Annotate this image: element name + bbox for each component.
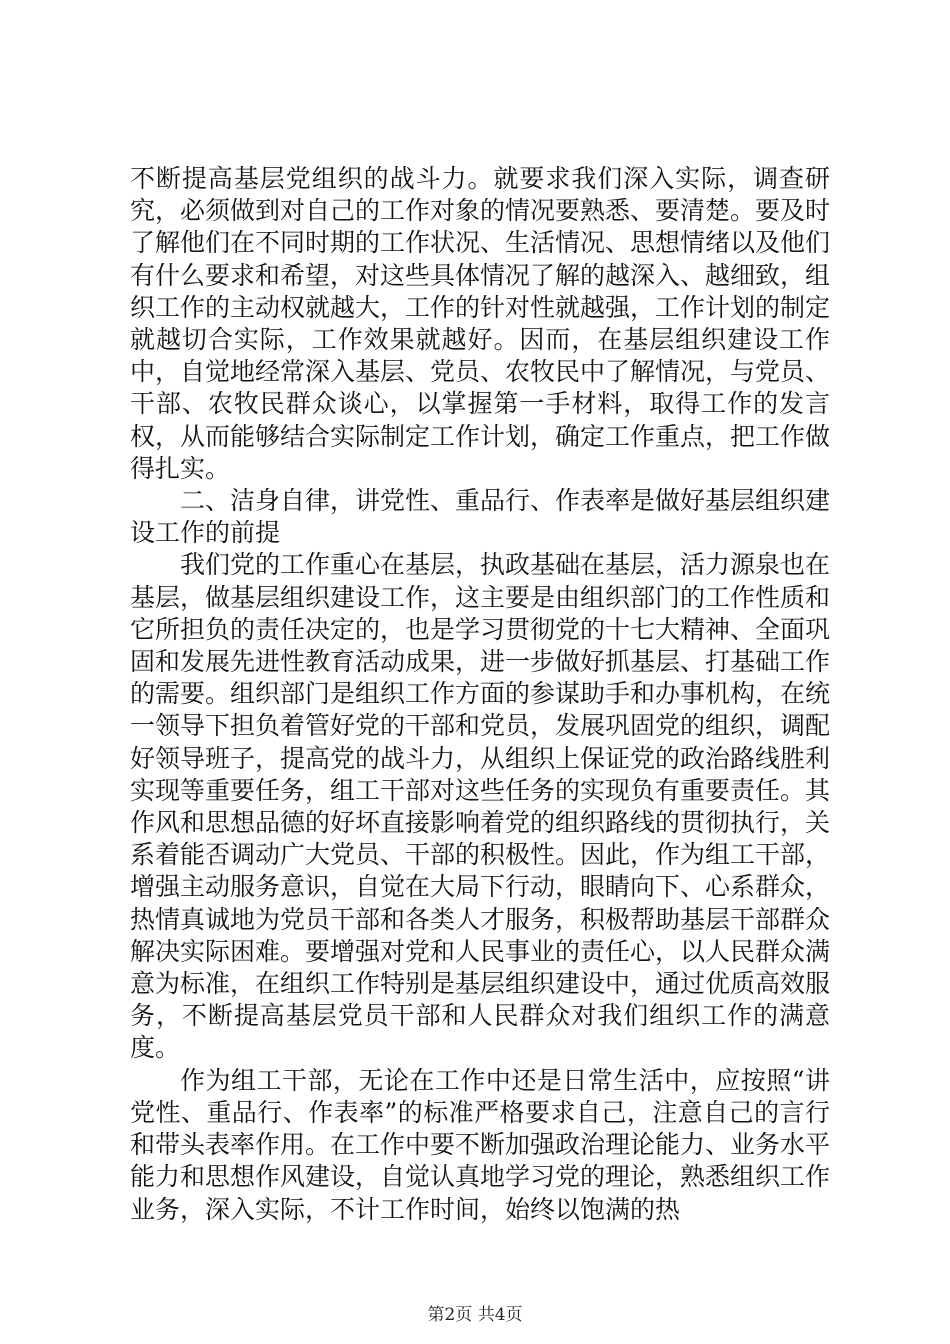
paragraph-2-heading: 二、洁身自律，讲党性、重品行、作表率是做好基层组织建设工作的前提 <box>130 486 831 548</box>
paragraph-3: 我们党的工作重心在基层，执政基础在基层，活力源泉也在基层，做基层组织建设工作，这主要是由组织部门的工作性质和它所担负的责任决定的，也是学习贯彻党的十七大精神、全面巩固和发展先进性教育活动成果，进一步做好抓基层、打基础工作的需要。组织部门是组织工作方面的参谋助手和办事机构，在统一领导下担负着管好党的干部和党员，发展巩固党的组织，调配好领导班子，提高党的战斗力，从组织上保证党的政治路线胜利实现等重要任务，组工干部对这些任务的实现负有重要责任。其作风和思想品德的好坏直接影响着党的组织路线的贯彻执行，关系着能否调动广大党员、干部的积极性。因此，作为组工干部，增强主动服务意识，自觉在大局下行动，眼睛向下、心系群众，热情真诚地为党员干部和各类人才服务，积极帮助基层干部群众解决实际困难。要增强对党和人民事业的责任心，以人民群众满意为标准，在组织工作特别是基层组织建设中，通过优质高效服务，不断提高基层党员干部和人民群众对我们组织工作的满意度。 <box>130 550 831 1063</box>
paragraph-4: 作为组工干部，无论在工作中还是日常生活中，应按照“讲党性、重品行、作表率”的标准严格要求自己，注意自己的言行和带头表率作用。在工作中要不断加强政治理论能力、业务水平能力和思想作风建设，自觉认真地学习党的理论，熟悉组织工作业务，深入实际，不计工作时间，始终以饱满的热 <box>130 1065 831 1224</box>
paragraph-1: 不断提高基层党组织的战斗力。就要求我们深入实际，调查研究，必须做到对自己的工作对象的情况要熟悉、要清楚。要及时了解他们在不同时期的工作状况、生活情况、思想情绪以及他们有什么要求和希望，对这些具体情况了解的越深入、越细致，组织工作的主动权就越大，工作的针对性就越强，工作计划的制定就越切合实际，工作效果就越好。因而，在基层组织建设工作中，自觉地经常深入基层、党员、农牧民中了解情况，与党员、干部、农牧民群众谈心，以掌握第一手材料，取得工作的发言权，从而能够结合实际制定工作计划，确定工作重点，把工作做得扎实。 <box>130 164 831 483</box>
document-body <box>130 163 830 1226</box>
page-number-footer: 第2页 共4页 <box>427 1305 523 1325</box>
